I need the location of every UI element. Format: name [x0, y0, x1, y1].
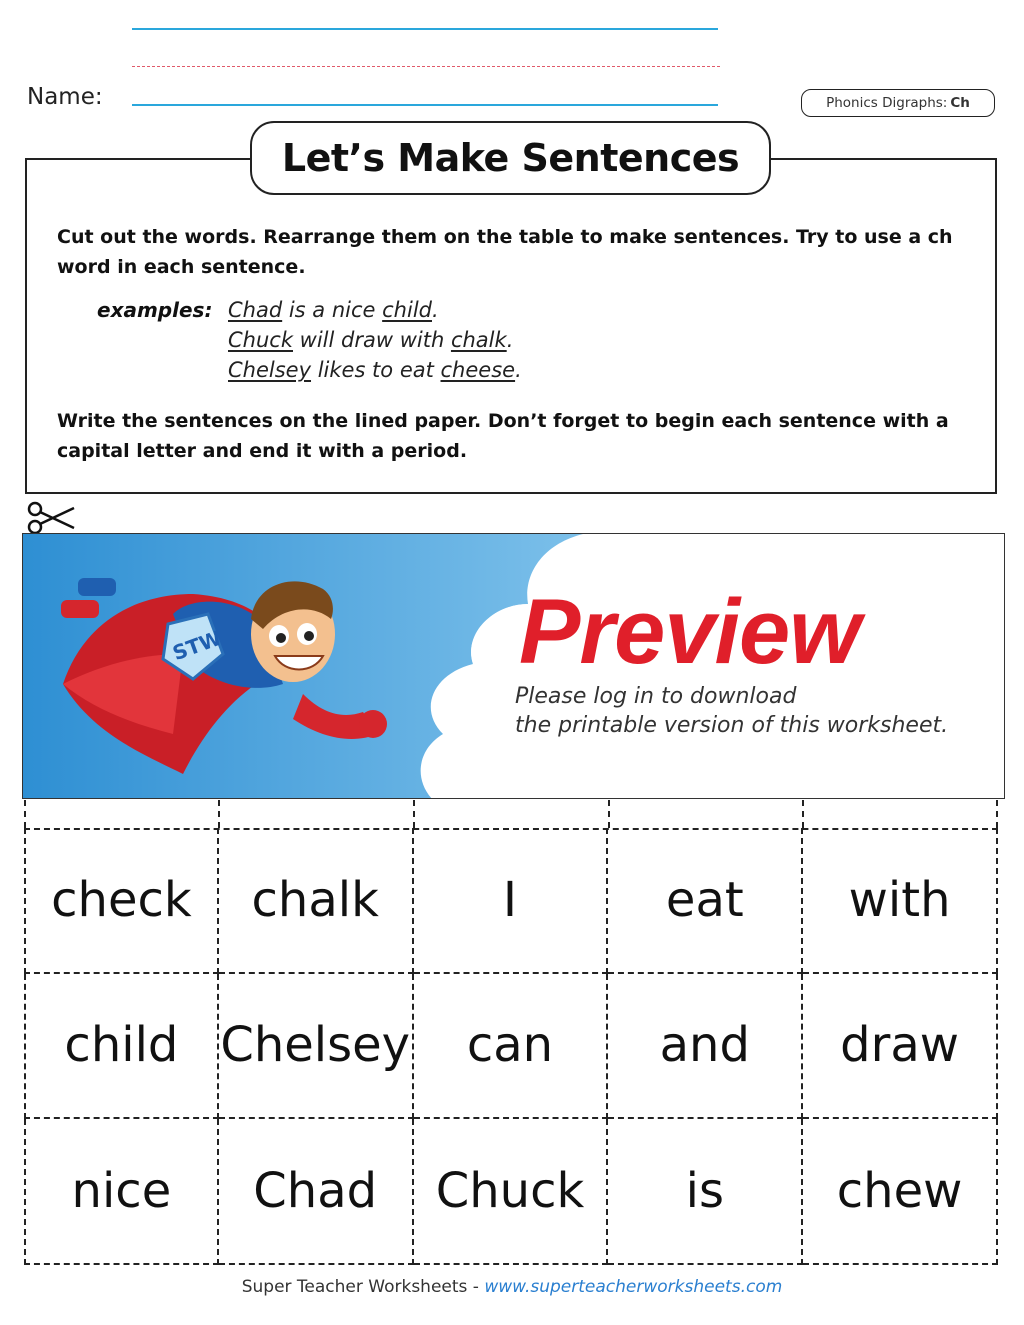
cut-guide	[608, 800, 610, 828]
cut-guide	[996, 800, 998, 828]
page-title: Let’s Make Sentences	[250, 121, 771, 195]
topic-badge	[801, 89, 995, 117]
word-grid	[24, 828, 998, 1265]
name-guide-top-line	[132, 28, 718, 30]
word-card[interactable]: is	[608, 1119, 803, 1265]
word-card[interactable]: child	[24, 974, 219, 1120]
example-sentence-3: Chelsey likes to eat cheese.	[228, 358, 522, 382]
cut-guide	[413, 800, 415, 828]
footer	[0, 1277, 1024, 1297]
preview-message	[515, 682, 948, 740]
preview-message-line-1: Please log in to download	[515, 684, 797, 709]
cut-guide	[802, 800, 804, 828]
cut-guide	[218, 800, 220, 828]
example-sentence-2: Chuck will draw with chalk.	[228, 328, 514, 352]
word-card[interactable]: I	[414, 828, 609, 974]
name-guide-mid-line	[132, 66, 720, 67]
word-card[interactable]: nice	[24, 1119, 219, 1265]
word-cards	[24, 800, 998, 1265]
word-card[interactable]: chalk	[219, 828, 414, 974]
instructions-paragraph-1: Cut out the words. Rearrange them on the table to make sentences. Try to use a ch word in each sentence.	[57, 226, 953, 278]
scissors-icon	[26, 500, 76, 536]
word-card[interactable]: draw	[803, 974, 998, 1120]
examples-label: examples:	[97, 298, 213, 322]
preview-title: Preview	[519, 581, 860, 683]
topic-badge-label: Phonics Digraphs:	[826, 95, 948, 111]
preview-message-line-2: the printable version of this worksheet.	[515, 713, 949, 738]
word-card[interactable]: can	[414, 974, 609, 1120]
example-sentence-1: Chad is a nice child.	[228, 298, 439, 322]
footer-link[interactable]: www.superteacherworksheets.com	[484, 1277, 783, 1297]
footer-brand: Super Teacher Worksheets -	[241, 1277, 485, 1297]
instructions-paragraph-2: Write the sentences on the lined paper. Don’t forget to begin each sentence with a capital letter and end it with a period.	[57, 410, 949, 462]
name-label: Name:	[27, 84, 103, 110]
word-card[interactable]: eat	[608, 828, 803, 974]
word-card[interactable]: chew	[803, 1119, 998, 1265]
topic-badge-value: Ch	[950, 95, 970, 111]
word-card[interactable]: Chelsey	[219, 974, 414, 1120]
word-card[interactable]: with	[803, 828, 998, 974]
word-card[interactable]: check	[24, 828, 219, 974]
word-card[interactable]: and	[608, 974, 803, 1120]
name-guide-base-line	[132, 104, 718, 106]
preview-banner[interactable]	[22, 533, 1005, 799]
word-card[interactable]: Chad	[219, 1119, 414, 1265]
svg-text:STW: STW	[169, 625, 225, 666]
cut-guide	[24, 800, 26, 828]
word-card[interactable]: Chuck	[414, 1119, 609, 1265]
